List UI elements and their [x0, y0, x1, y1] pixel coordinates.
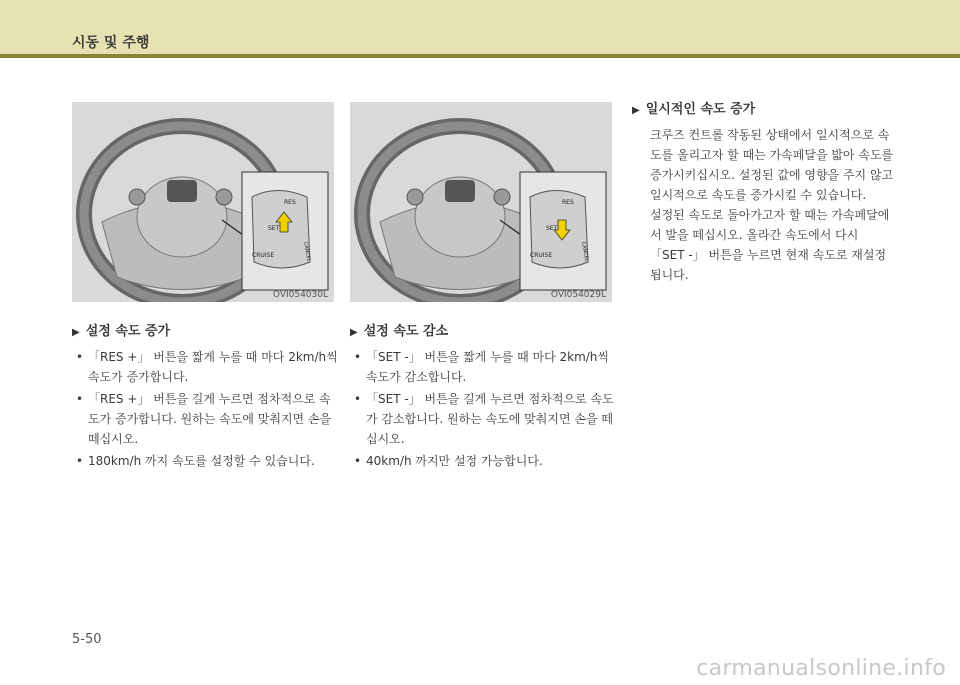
res-button-label: RES — [562, 199, 574, 206]
triangle-bullet-icon: ▶ — [72, 327, 80, 338]
section-heading: 설정 속도 증가 — [85, 324, 171, 339]
paragraph: 설정된 속도로 돌아가고자 할 때는 가속페달에서 발을 떼십시오. 올라간 속도에서 다시 「SET -」 버튼을 누르면 현재 속도로 재설정됩니다. — [650, 208, 890, 282]
chapter-title: 시동 및 주행 — [72, 35, 150, 51]
figure-code: OVI054029L — [550, 290, 606, 300]
steering-wheel-illustration — [350, 102, 612, 302]
cruise-button-label: CRUISE — [252, 252, 275, 259]
section-heading: 설정 속도 감소 — [363, 324, 449, 339]
list-item: • 「RES +」 버튼을 길게 누르면 점차적으로 속도가 증가합니다. 원하는 속도에 맞춰지면 손을 떼십시오. — [76, 392, 332, 446]
section-temporary-increase — [632, 100, 894, 285]
triangle-bullet-icon: ▶ — [632, 105, 640, 116]
section-decrease-speed — [350, 322, 618, 473]
steering-wheel-figure-increase — [72, 102, 334, 302]
header-rule — [0, 54, 960, 58]
steering-wheel-illustration — [72, 102, 334, 302]
res-button-label: RES — [284, 199, 296, 206]
cancel-button-label: CANCEL — [580, 241, 590, 263]
list-item: • 180km/h 까지 속도를 설정할 수 있습니다. — [76, 454, 315, 468]
triangle-bullet-icon: ▶ — [350, 327, 358, 338]
watermark: carmanualsonline.info — [696, 656, 946, 681]
cruise-button-label: CRUISE — [530, 252, 553, 259]
list-item: • 「SET -」 버튼을 길게 누르면 점차적으로 속도가 감소합니다. 원하는 속도에 맞춰지면 손을 떼십시오. — [354, 392, 614, 446]
list-item: • 「RES +」 버튼을 짧게 누를 때 마다 2km/h씩 속도가 증가합니다. — [76, 350, 338, 384]
page-number: 5-50 — [72, 632, 102, 647]
paragraph: 크루즈 컨트롤 작동된 상태에서 일시적으로 속도를 올리고자 할 때는 가속페달을 밟아 속도를 증가시키십시오. 설정된 값에 영향을 주지 않고 일시적으로 속도를 증가시킬 수 있습니다. — [650, 128, 894, 202]
figure-code: OVI054030L — [272, 290, 328, 300]
bullet-list — [350, 347, 618, 471]
set-button-label: SET — [268, 225, 280, 232]
list-item: • 40km/h 까지만 설정 가능합니다. — [354, 454, 543, 468]
section-heading: 일시적인 속도 증가 — [645, 102, 756, 117]
list-item: • 「SET -」 버튼을 짧게 누를 때 마다 2km/h씩 속도가 감소합니다. — [354, 350, 609, 384]
bullet-list — [72, 347, 340, 471]
cancel-button-label: CANCEL — [302, 241, 312, 263]
section-increase-speed — [72, 322, 340, 473]
set-button-label: SET — [546, 225, 558, 232]
steering-wheel-figure-decrease — [350, 102, 612, 302]
